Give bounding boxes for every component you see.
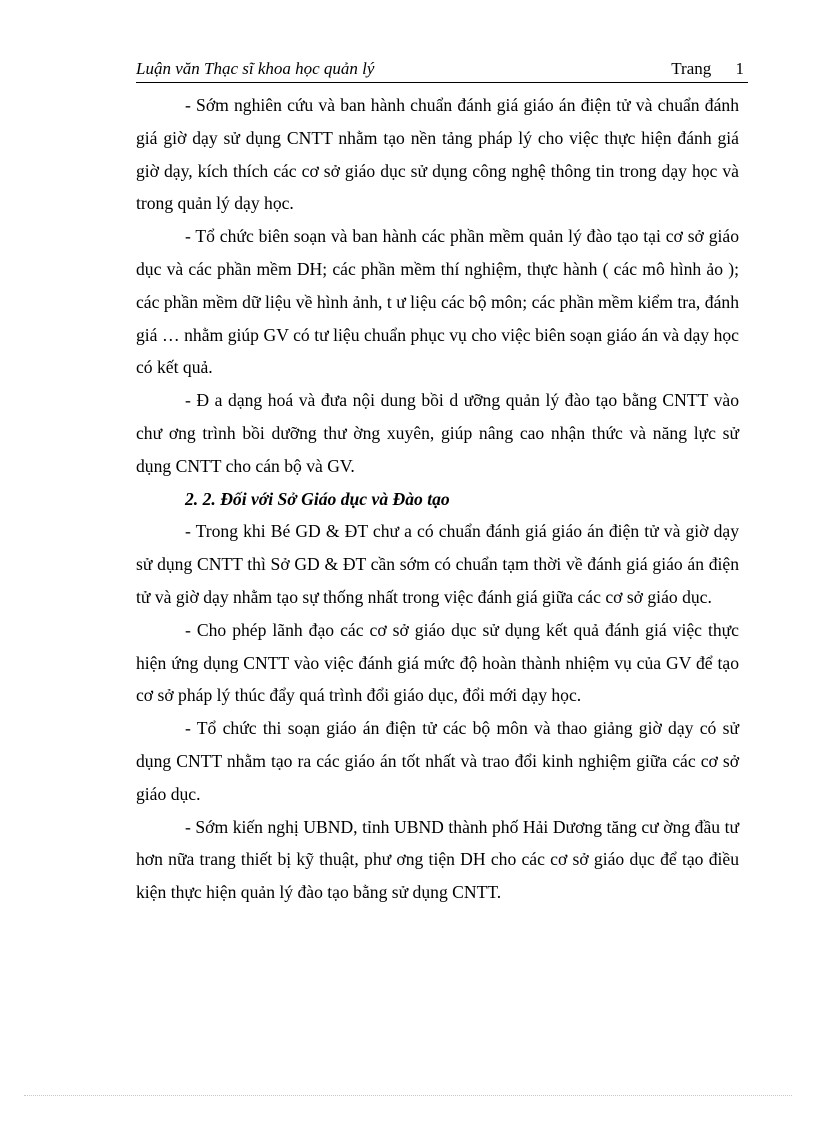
- page-number: 1: [735, 59, 744, 78]
- paragraph: - Đ a dạng hoá và đưa nội dung bồi d ưỡng quản lý đào tạo bằng CNTT vào chư ơng trình bồi dưỡng thư ờng xuyên, giúp nâng cao nhận thức và năng lực sử dụng CNTT cho cán bộ và GV.: [136, 390, 739, 476]
- paragraph: - Sớm kiến nghị UBND, tỉnh UBND thành phố Hải Dương tăng cư ờng đầu tư hơn nữa trang thiết bị kỹ thuật, phư ơng tiện DH cho các cơ sở giáo dục để tạo điều kiện thực hiện quản lý đào tạo bằng sử dụng CNTT.: [136, 816, 739, 903]
- paragraph: - Cho phép lãnh đạo các cơ sở giáo dục sử dụng kết quả đánh giá việc thực hiện ứng dụng CNTT vào việc đánh giá mức độ hoàn thành nhiệm vụ của GV để tạo cơ sở pháp lý thúc đẩy quá trình đổi giáo dục, đổi mới dạy học.: [136, 619, 739, 706]
- paragraph: - Sớm nghiên cứu và ban hành chuẩn đánh giá giáo án điện tử và chuẩn đánh giá giờ dạy sử dụng CNTT nhằm tạo nền tảng pháp lý cho việc thực hiện đánh giá giờ dạy, kích thích các cơ sở giáo dục sử dụng công nghệ thông tin trong dạy học và trong quản lý dạy học.: [136, 95, 739, 214]
- page-label: Trang: [671, 59, 712, 78]
- page-indicator: [671, 58, 744, 80]
- paragraph: - Tổ chức biên soạn và ban hành các phần mềm quản lý đào tạo tại cơ sở giáo dục và các phần mềm DH; các phần mềm thí nghiệm, thực hành ( các mô hình ảo ); các phần mềm dữ liệu về hình ảnh, t ư liệu các bộ môn; các phần mềm kiểm tra, đánh giá … nhằm giúp GV có tư liệu chuẩn phục vụ cho việc biên soạn giáo án và dạy học có kết quả.: [136, 226, 739, 378]
- document-body: [136, 89, 739, 909]
- paragraph: - Tổ chức thi soạn giáo án điện tử các bộ môn và thao giảng giờ dạy có sử dụng CNTT nhằm tạo ra các giáo án tốt nhất và trao đổi kinh nghiệm giữa các cơ sở giáo dục.: [136, 718, 739, 804]
- paragraph: - Trong khi Bé GD & ĐT chư a có chuẩn đánh giá giáo án điện tử và giờ dạy sử dụng CNTT thì Sở GD & ĐT cần sớm có chuẩn tạm thời về đánh giá giáo án điện tử và giờ dạy nhằm tạo sự thống nhất trong việc đánh giá giữa các cơ sở giáo dục.: [136, 521, 739, 607]
- page-header: [136, 58, 748, 83]
- page-bottom-divider: [24, 1095, 792, 1096]
- section-heading: 2. 2. Đối với Sở Giáo dục và Đào tạo: [185, 488, 450, 509]
- document-title: Luận văn Thạc sĩ khoa học quản lý: [136, 59, 375, 78]
